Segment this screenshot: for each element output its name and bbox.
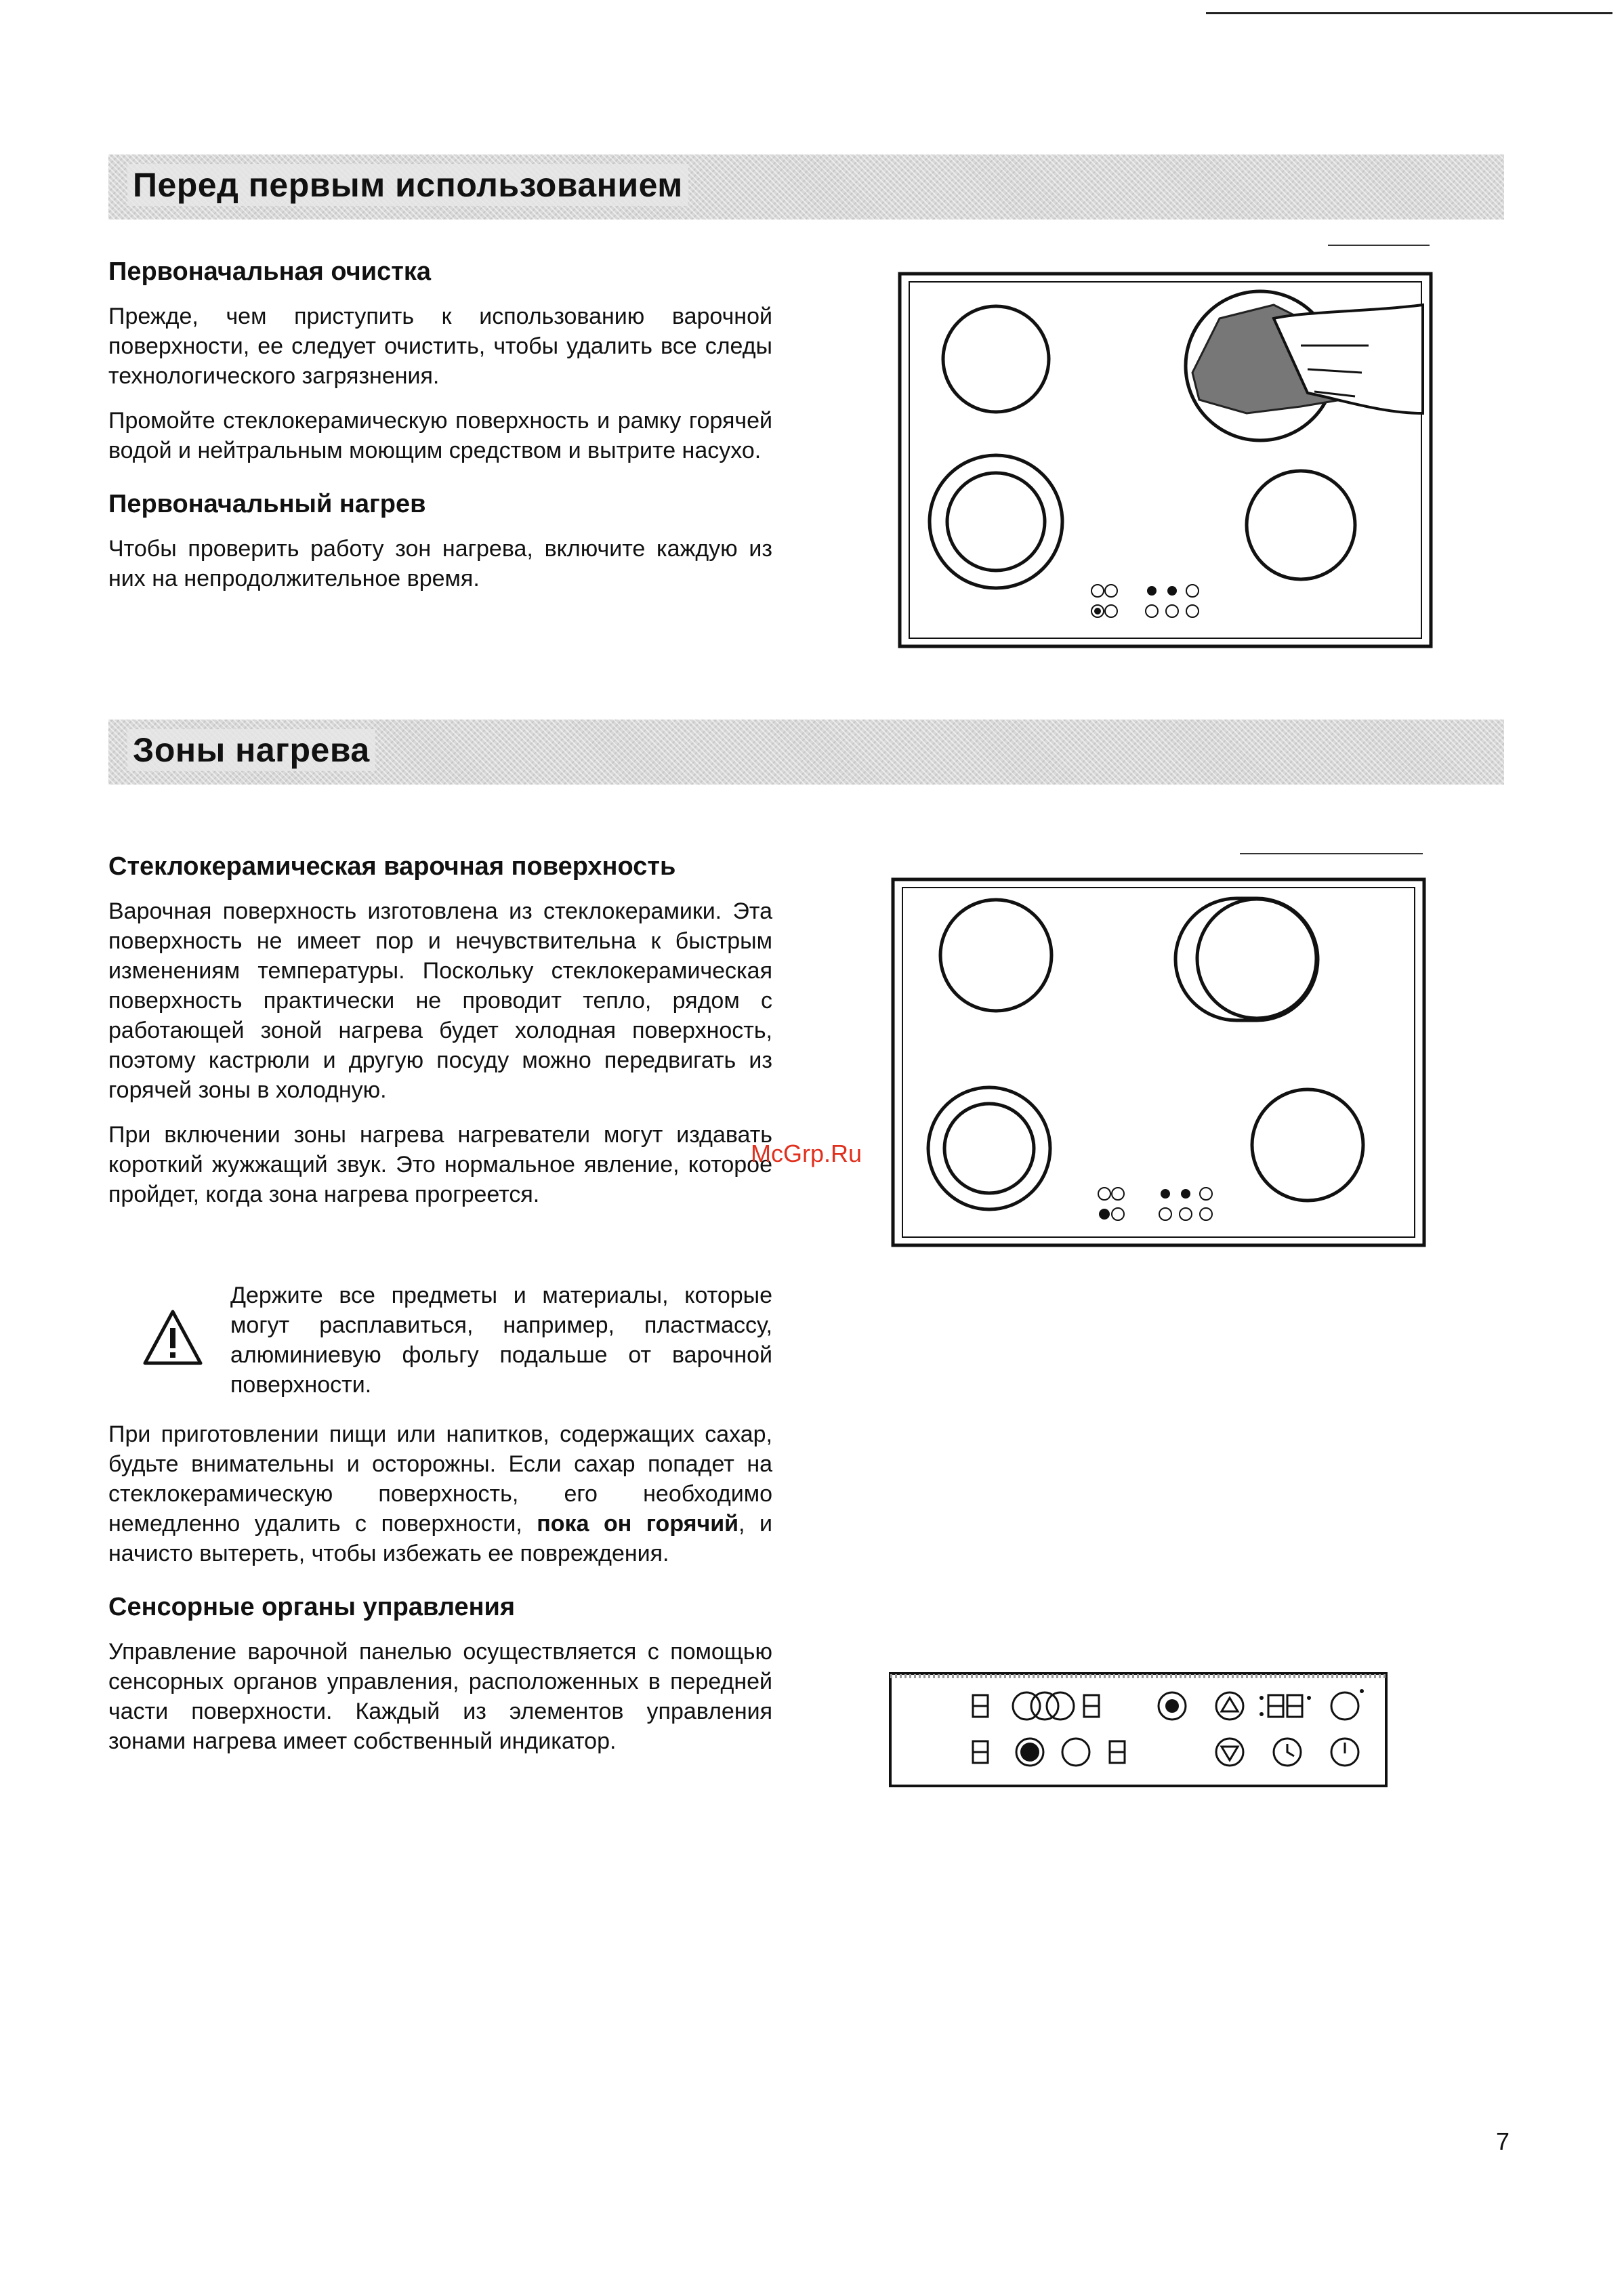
warning-block xyxy=(136,1281,772,1402)
section-initial xyxy=(108,257,772,608)
section-banner-heating-zones xyxy=(108,720,1504,785)
paragraph: Прежде, чем приступить к использованию варочной поверхности, ее следует очистить, чтобы удалить все следы технологического загрязнения. xyxy=(108,304,772,389)
section-sugar-and-controls xyxy=(108,1419,772,1771)
top-rule xyxy=(1206,12,1612,14)
paragraph: При включении зоны нагрева нагреватели могут издавать короткий жужжащий звук. Это нормальное явление, которое пройдет, когда зона нагрева прогреется. xyxy=(108,1122,772,1207)
heading-touch-controls: Сенсорные органы управления xyxy=(108,1593,516,1621)
sugar-paragraph xyxy=(108,1419,772,1568)
section-banner-before-use xyxy=(108,154,1504,220)
watermark: McGrp.Ru xyxy=(751,1140,862,1167)
section-glass-ceramic xyxy=(108,852,772,1224)
warning-triangle-icon xyxy=(142,1308,203,1369)
warning-text: Держите все предметы и материалы, которые могут расплавиться, например, пластмассу, алюминиевую фольгу подальше от варочной поверхности. xyxy=(230,1283,772,1398)
paragraph: Управление варочной панелью осуществляется с помощью сенсорных органов управления, расположенных в передней части поверхности. Каждый из элементов управления зонами нагрева имеет собственный индикатор. xyxy=(108,1639,772,1754)
paragraph: Варочная поверхность изготовлена из стеклокерамики. Эта поверхность не имеет пор и нечувствительна к быстрым изменениям температуры. Поскольку стеклокерамическая поверхность практически не проводит тепло, рядом с работающей зоной нагрева будет холодная поверхность, поэтому кастрюли и другую посуду можно передвигать из горячей зоны в холодную. xyxy=(108,898,772,1103)
heading-initial-heating: Первоначальный нагрев xyxy=(108,490,426,518)
control-panel-diagram-icon xyxy=(888,1667,1389,1789)
hob-cleaning-diagram-icon xyxy=(894,237,1436,657)
section-title-heating-zones: Зоны нагрева xyxy=(127,729,375,771)
paragraph: Промойте стеклокерамическую поверхность и рамку горячей водой и нейтральным моющим средством и вытрите насухо. xyxy=(108,408,772,463)
sugar-text-after: , и начисто вытереть, чтобы избежать ее повреждения. xyxy=(108,1511,772,1566)
paragraph: Чтобы проверить работу зон нагрева, включите каждую из них на непродолжительное время. xyxy=(108,536,772,591)
heading-initial-cleaning: Первоначальная очистка xyxy=(108,257,431,286)
page-number: 7 xyxy=(1496,2127,1510,2155)
heading-glass-ceramic: Стеклокерамическая варочная поверхность xyxy=(108,852,676,881)
hob-zones-diagram-icon xyxy=(888,847,1430,1253)
sugar-text-before: При приготовлении пищи или напитков, содержащих сахар, будьте внимательны и осторожны. Если сахар попадет на стеклокерамическую поверхность, его необходимо немедленно удалить с поверхности, xyxy=(108,1421,772,1537)
sugar-text-bold: пока он горячий xyxy=(537,1511,739,1537)
section-title-before-use: Перед первым использованием xyxy=(127,164,688,206)
